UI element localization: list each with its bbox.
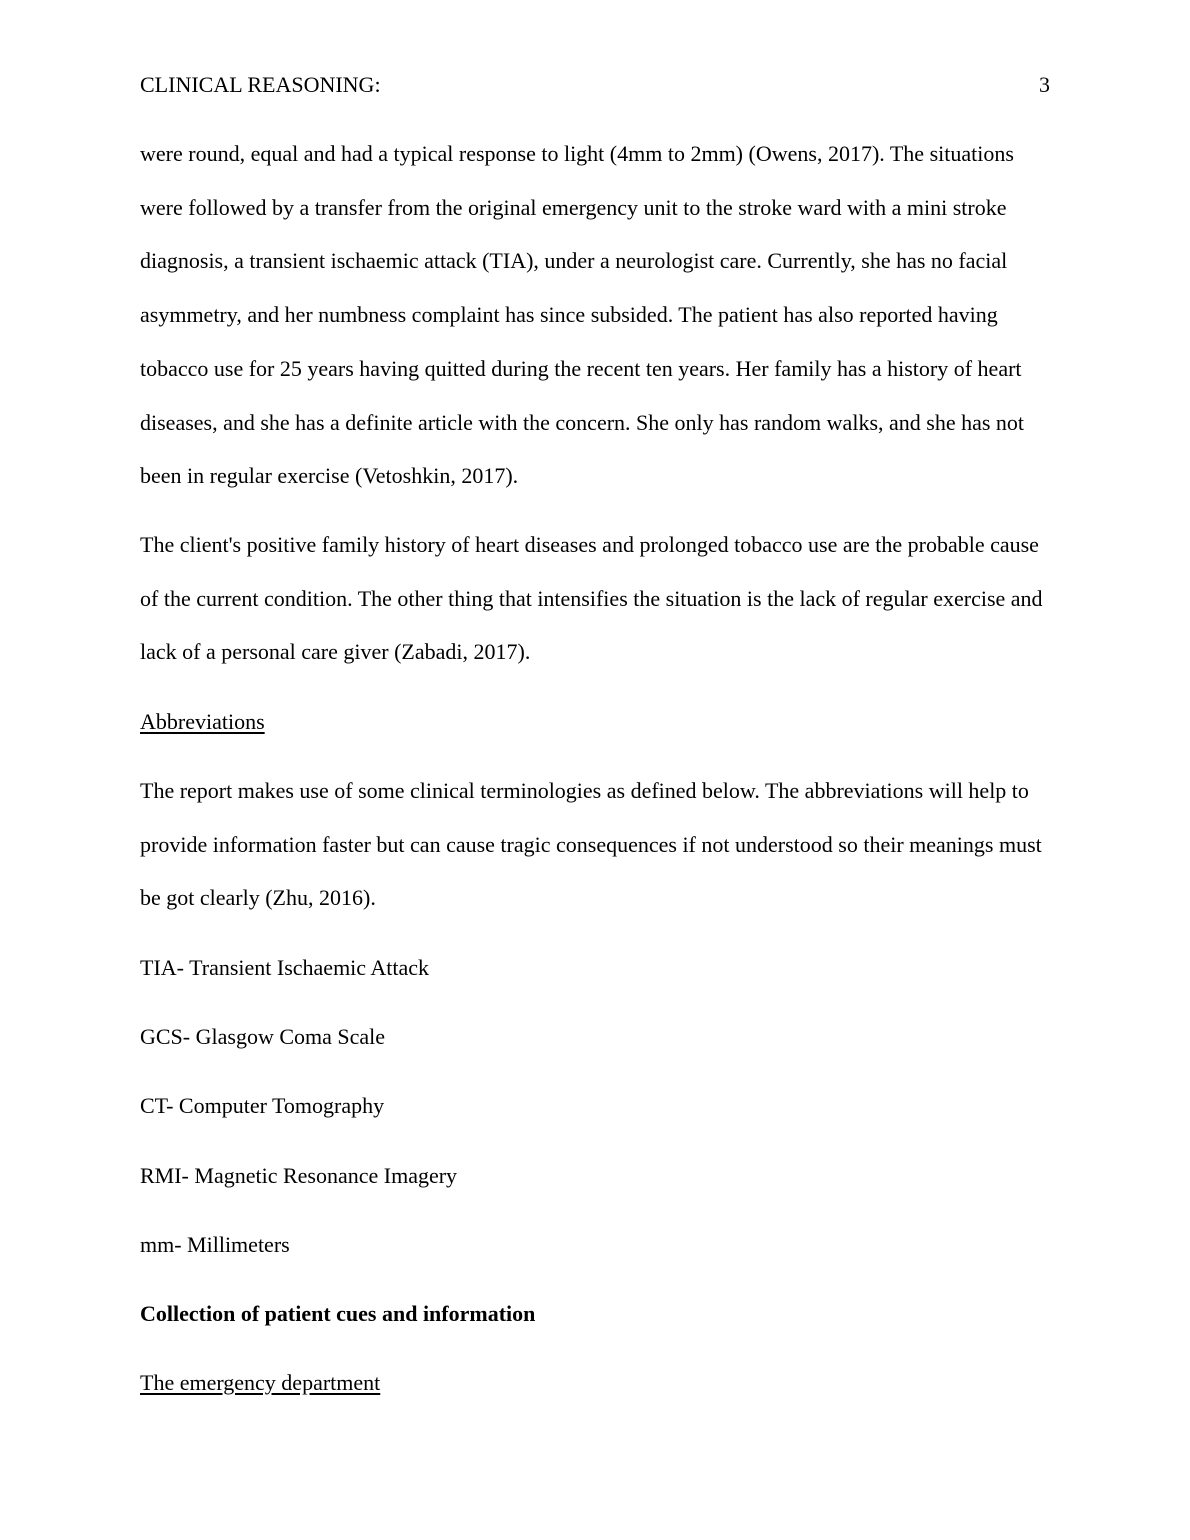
abbreviation-item: TIA- Transient Ischaemic Attack	[140, 955, 429, 980]
abbreviation-item: mm- Millimeters	[140, 1232, 290, 1257]
heading-emergency-department: The emergency department	[140, 1370, 381, 1395]
page-number: 3	[1039, 72, 1050, 97]
page-header	[140, 70, 1050, 100]
running-head: CLINICAL REASONING:	[140, 72, 381, 97]
heading-collection-of-cues: Collection of patient cues and information	[140, 1301, 536, 1326]
abbreviation-item: GCS- Glasgow Coma Scale	[140, 1024, 386, 1049]
paragraph-probable-cause: The client's positive family history of heart diseases and prolonged tobacco use are the probable cause of the current condition. The other thing that intensifies the situation is the lack of regular exercise and lack of a personal care giver (Zabadi, 2017).	[140, 532, 1043, 665]
abbreviation-item: RMI- Magnetic Resonance Imagery	[140, 1163, 458, 1188]
paragraph-abbreviations-intro: The report makes use of some clinical terminologies as defined below. The abbreviations will help to provide information faster but can cause tragic consequences if not understood so their meanings must be got clearly (Zhu, 2016).	[140, 778, 1042, 911]
paragraph-patient-history: were round, equal and had a typical response to light (4mm to 2mm) (Owens, 2017). The situations were followed by a transfer from the original emergency unit to the stroke ward with a mini stroke diagnosis, a transient ischaemic attack (TIA), under a neurologist care. Currently, she has no facial asymmetry, and her numbness complaint has since subsided. The patient has also reported having tobacco use for 25 years having quitted during the recent ten years. Her family has a history of heart diseases, and she has a definite article with the concern. She only has random walks, and she has not been in regular exercise (Vetoshkin, 2017).	[140, 141, 1025, 489]
abbreviation-item: CT- Computer Tomography	[140, 1093, 385, 1118]
heading-abbreviations: Abbreviations	[140, 709, 265, 734]
